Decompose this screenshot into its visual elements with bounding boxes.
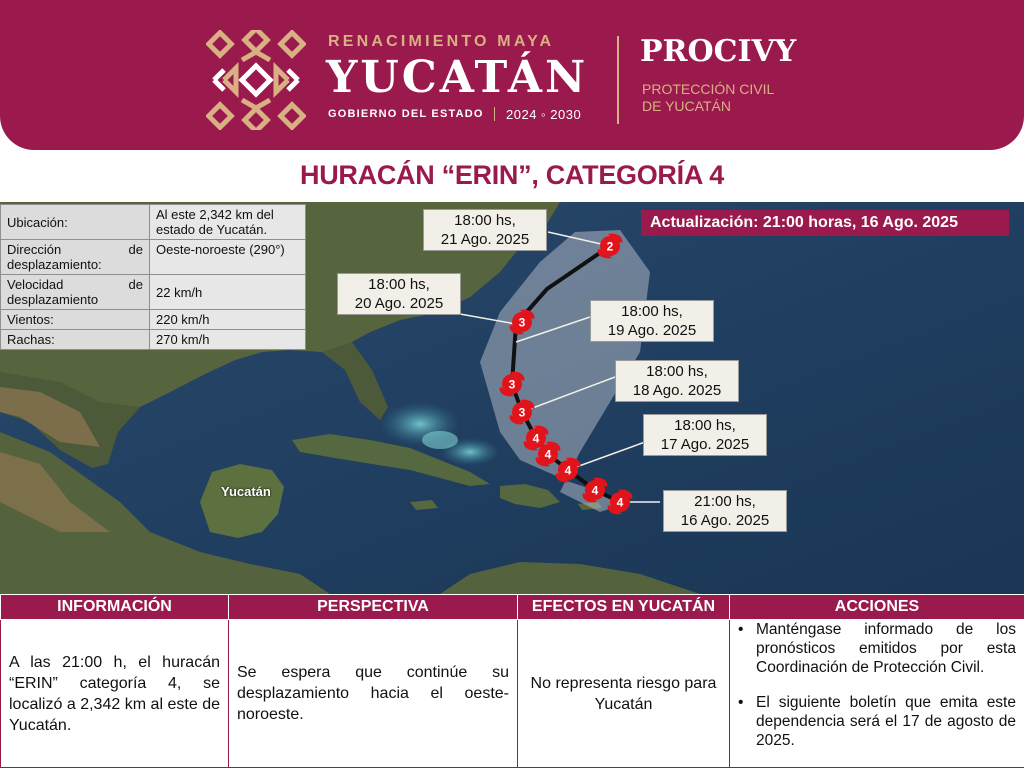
- info-row-winds: [1, 310, 306, 330]
- hurricane-icon: [598, 234, 623, 259]
- time-label-date: 21 Ago. 2025: [440, 231, 530, 248]
- hurricane-icon: [510, 310, 535, 335]
- time-label-time: 18:00 hs,: [621, 303, 683, 320]
- hurricane-icon: [583, 478, 608, 503]
- hurricane-icon: [510, 400, 535, 425]
- time-label-time: 21:00 hs,: [694, 493, 756, 510]
- header-divider: [617, 36, 619, 124]
- brand-name: YUCATÁN: [326, 52, 589, 103]
- accion-item: • El siguiente boletín que emita este dependencia será el 17 de agosto de 2025.: [736, 693, 1016, 750]
- brand-government: GOBIERNO DEL ESTADO: [328, 108, 484, 120]
- time-label-time: 18:00 hs,: [454, 212, 516, 229]
- header-efectos: EFECTOS EN YUCATÁN: [518, 595, 730, 620]
- informacion-text: A las 21:00 h, el huracán “ERIN” categoría 4, se localizó a 2,342 km al este de Yucatán.: [1, 620, 229, 768]
- bulletin-content-row: [1, 620, 1024, 768]
- info-value: 22 km/h: [150, 275, 306, 310]
- procivy-subtitle-line2: DE YUCATÁN: [642, 98, 731, 114]
- time-label-date: 20 Ago. 2025: [354, 295, 444, 312]
- time-label-date: 17 Ago. 2025: [660, 436, 750, 453]
- info-label: Velocidad de desplazamiento: [1, 275, 150, 310]
- info-label: Dirección de desplazamiento:: [1, 240, 150, 275]
- time-label: [615, 360, 739, 402]
- info-row-speed: [1, 275, 306, 310]
- bulletin-summary-table: [0, 594, 1024, 768]
- header-perspectiva: PERSPECTIVA: [229, 595, 518, 620]
- storm-category-label: 4: [616, 495, 624, 510]
- hurricane-track-map: [0, 202, 1024, 594]
- procivy-subtitle-line1: PROTECCIÓN CIVIL: [642, 81, 775, 97]
- acciones-cell: [730, 620, 1024, 768]
- perspectiva-text: Se espera que continúe su desplazamiento hacia el oeste-noroeste.: [229, 620, 518, 768]
- storm-category-label: 4: [564, 463, 572, 478]
- hurricane-icon: [608, 490, 633, 515]
- storm-info-table: [0, 204, 306, 350]
- storm-category-label: 3: [518, 315, 526, 330]
- accion-item: • Manténgase informado de los pronósticos emitidos por esta Coordinación de Protección Civil.: [736, 620, 1016, 677]
- time-label: [423, 209, 547, 251]
- info-row-gusts: [1, 330, 306, 350]
- time-label-time: 18:00 hs,: [646, 363, 708, 380]
- time-label-time: 18:00 hs,: [674, 417, 736, 434]
- hurricane-icon: [500, 372, 525, 397]
- storm-category-label: 4: [532, 431, 540, 446]
- info-value: Oeste-noroeste (290°): [150, 240, 306, 275]
- header-informacion: INFORMACIÓN: [1, 595, 229, 620]
- acciones-list: [736, 620, 1016, 750]
- time-label: [663, 490, 787, 532]
- maya-pattern-logo-icon: [206, 30, 306, 130]
- time-label: [337, 273, 461, 315]
- info-row-location: [1, 205, 306, 240]
- procivy-title: PROCIVY: [640, 34, 797, 69]
- storm-category-label: 3: [518, 405, 526, 420]
- storm-category-label: 4: [544, 447, 552, 462]
- yucatan-map-label: Yucatán: [221, 484, 271, 499]
- time-label: [590, 300, 714, 342]
- info-value: 270 km/h: [150, 330, 306, 350]
- info-label: Ubicación:: [1, 205, 150, 240]
- hurricane-icon: [556, 458, 581, 483]
- time-label: [643, 414, 767, 456]
- storm-category-label: 4: [591, 483, 599, 498]
- info-value: Al este 2,342 km del estado de Yucatán.: [150, 205, 306, 240]
- efectos-text: No representa riesgo para Yucatán: [518, 620, 730, 768]
- info-row-direction: [1, 240, 306, 275]
- brand-separator: [494, 107, 495, 121]
- info-value: 220 km/h: [150, 310, 306, 330]
- page-title: HURACÁN “ERIN”, CATEGORÍA 4: [300, 160, 724, 190]
- info-label: Vientos:: [1, 310, 150, 330]
- info-label: Rachas:: [1, 330, 150, 350]
- brand-subtitle: RENACIMIENTO MAYA: [328, 33, 555, 50]
- time-label-date: 16 Ago. 2025: [680, 512, 770, 529]
- storm-category-label: 3: [508, 377, 516, 392]
- bulletin-header-row: [1, 595, 1024, 620]
- update-banner: Actualización: 21:00 horas, 16 Ago. 2025: [641, 210, 1009, 236]
- time-label-date: 19 Ago. 2025: [607, 322, 697, 339]
- time-label-date: 18 Ago. 2025: [632, 382, 722, 399]
- brand-years: 2024 ◦ 2030: [506, 107, 582, 122]
- storm-category-label: 2: [606, 239, 614, 254]
- header-banner: [0, 0, 1024, 150]
- time-label-time: 18:00 hs,: [368, 276, 430, 293]
- header-acciones: ACCIONES: [730, 595, 1024, 620]
